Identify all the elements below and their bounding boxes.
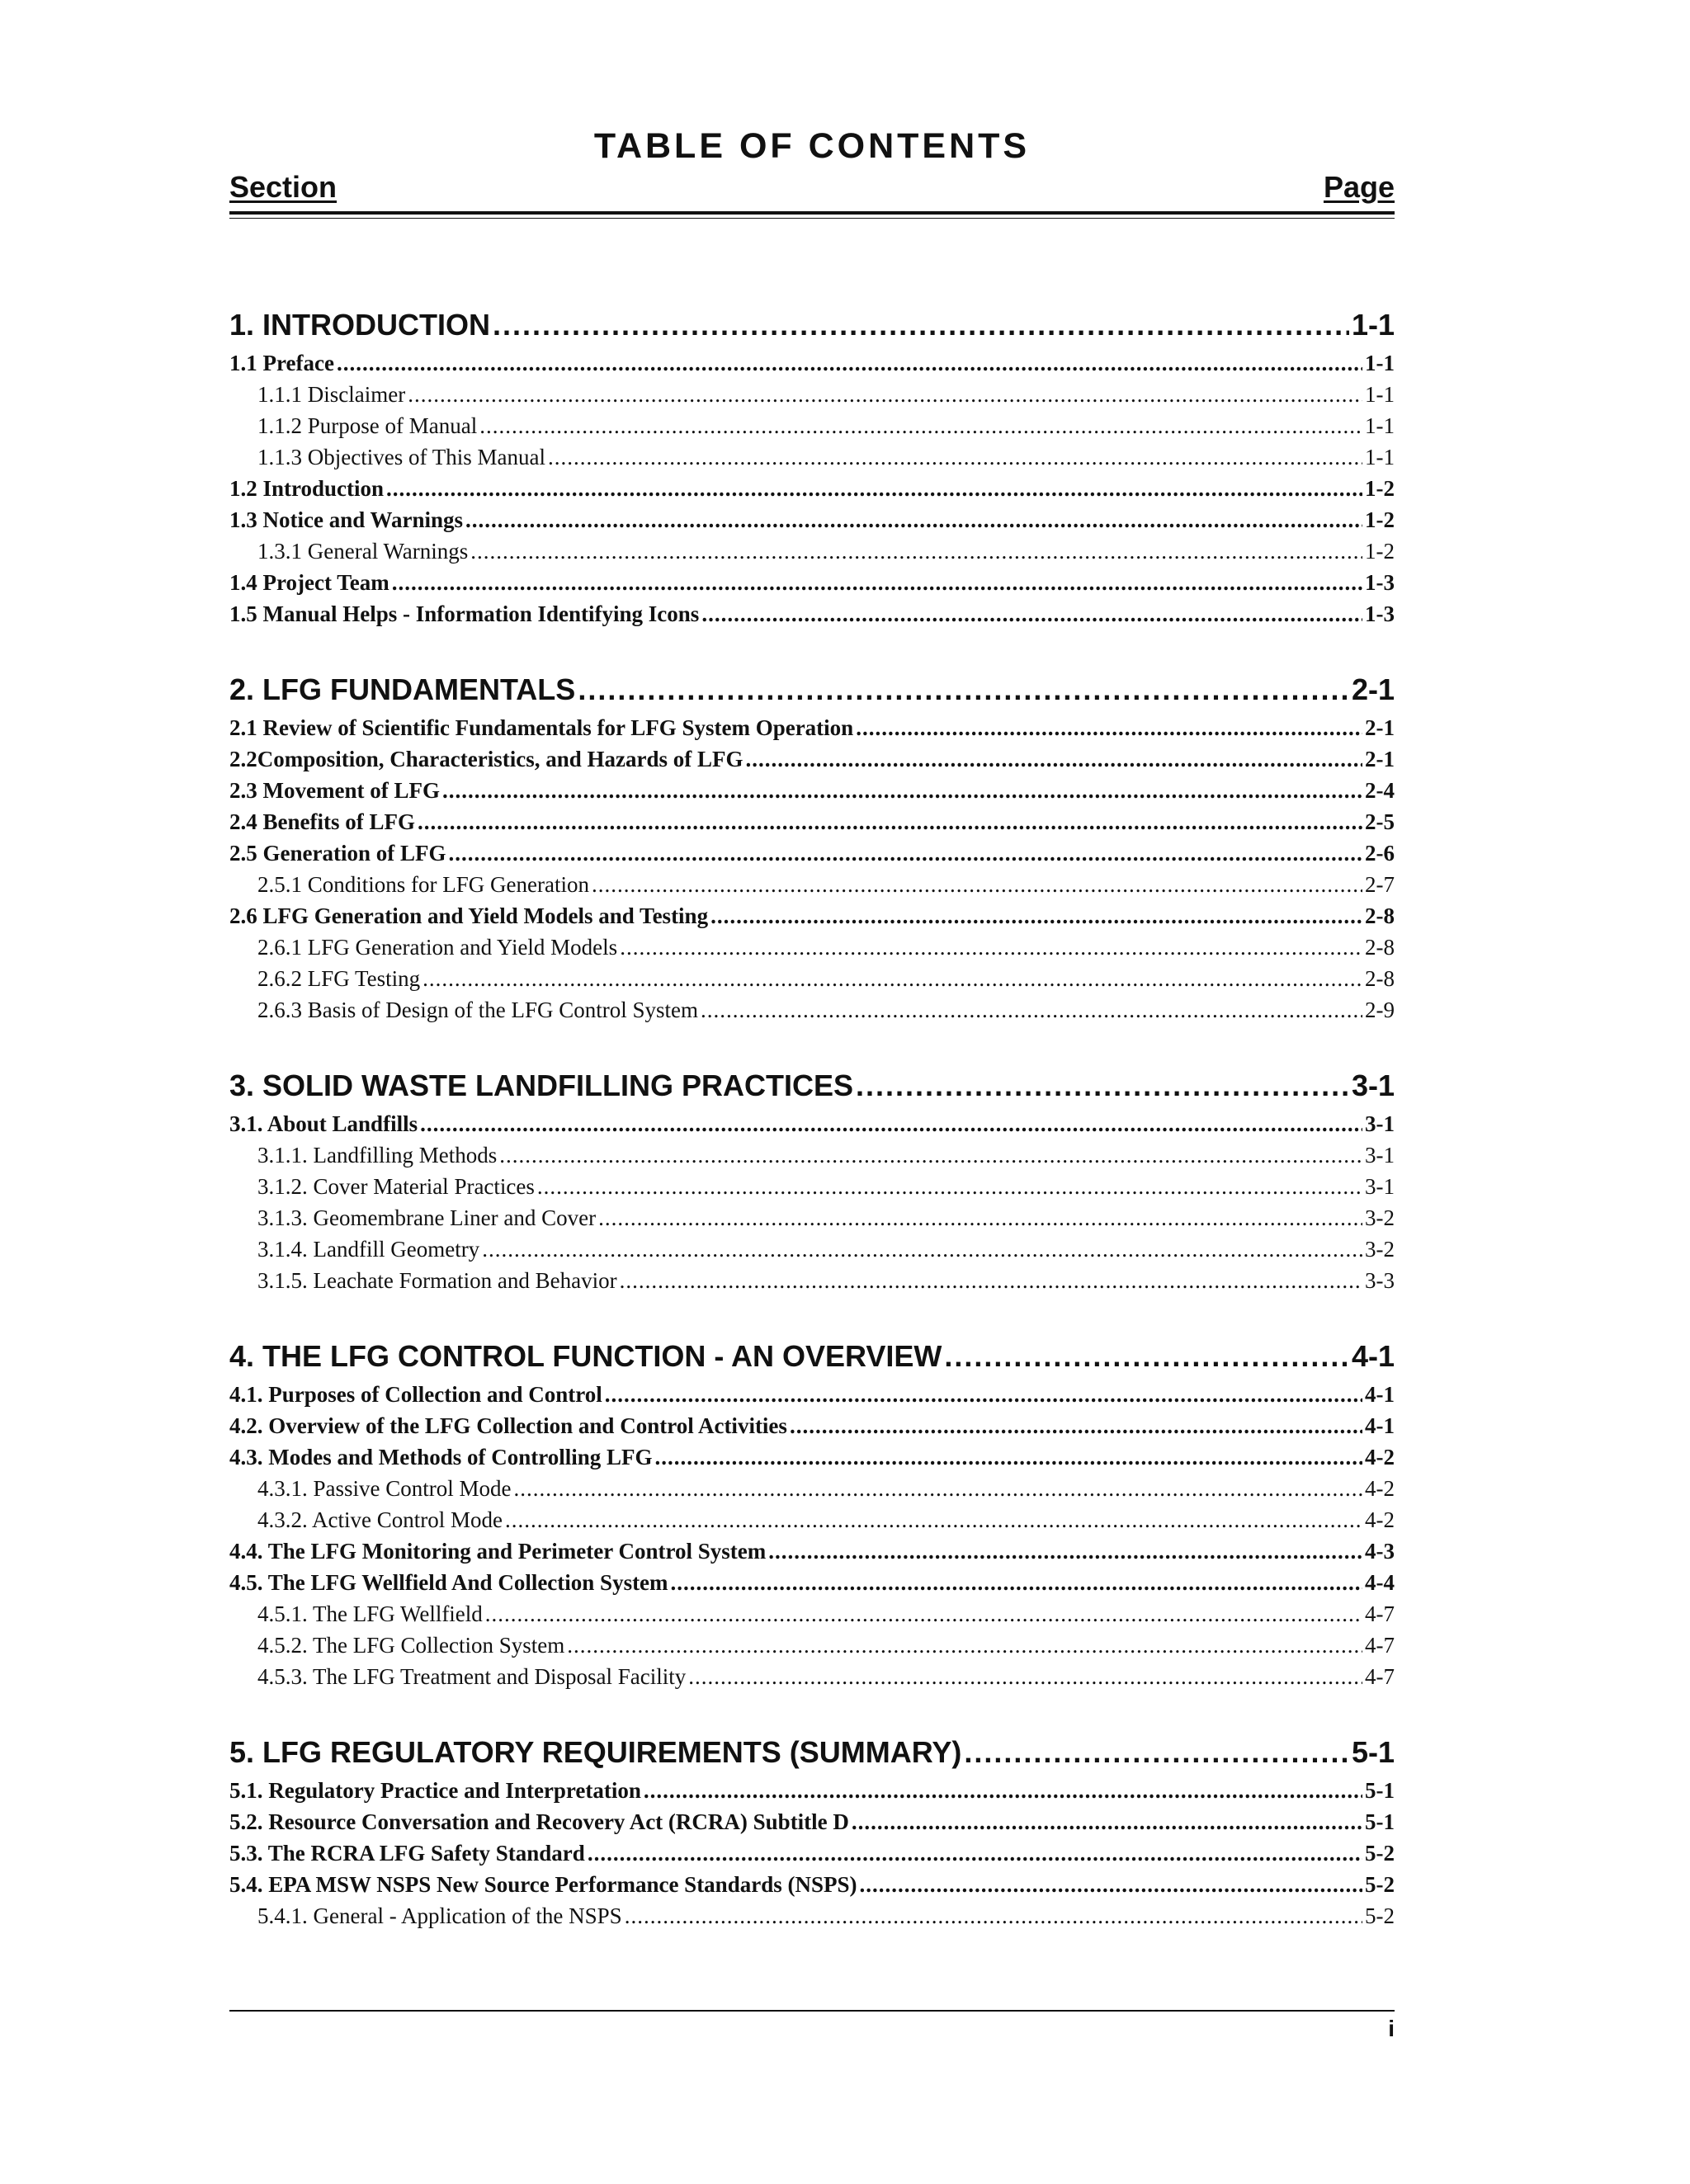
toc-entry-label: 2.5 Generation of LFG	[229, 841, 446, 866]
toc-entry-label: 4.1. Purposes of Collection and Control	[229, 1382, 602, 1407]
toc-subsection-entry[interactable]	[229, 837, 1395, 869]
toc-entry-label: 3.1.3. Geomembrane Liner and Cover	[257, 1205, 597, 1230]
toc-subsubsection-entry[interactable]	[229, 1598, 1395, 1630]
dot-leader	[485, 1598, 1362, 1630]
toc-entry-label: 4.3.2. Active Control Mode	[257, 1507, 503, 1532]
toc-entry-page: 1-1	[1351, 308, 1395, 342]
toc-entry-label: 3.1.1. Landfilling Methods	[257, 1143, 498, 1167]
dot-leader	[745, 743, 1362, 775]
toc-entry-label: 1.1.1 Disclaimer	[257, 382, 406, 407]
toc-subsection-entry[interactable]	[229, 775, 1395, 806]
toc-entry-label: 2.6.2 LFG Testing	[257, 966, 421, 991]
toc-entry-label: 5.4.1. General - Application of the NSPS	[257, 1903, 622, 1928]
dot-leader	[592, 869, 1362, 900]
toc-subsection-entry[interactable]	[229, 712, 1395, 743]
toc-subsubsection-entry[interactable]	[229, 410, 1395, 441]
toc-subsubsection-entry[interactable]	[229, 1265, 1395, 1296]
toc-entry-label: 4.5. The LFG Wellfield And Collection System	[229, 1570, 668, 1595]
toc-subsection-entry[interactable]	[229, 900, 1395, 932]
dot-leader	[448, 837, 1362, 869]
dot-leader	[588, 1837, 1362, 1869]
toc-subsection-entry[interactable]	[229, 1806, 1395, 1837]
toc-entry-label: 1.4 Project Team	[229, 570, 389, 595]
dot-leader	[420, 1108, 1362, 1139]
toc-entry-page: 4-2	[1365, 1507, 1395, 1532]
toc-entry-label: 2. LFG FUNDAMENTALS	[229, 672, 576, 706]
toc-entry-label: 3.1.5. Leachate Formation and Behavior	[257, 1268, 617, 1293]
toc-entry-page: 3-1	[1365, 1111, 1395, 1136]
toc-entry-label: 4.5.2. The LFG Collection System	[257, 1633, 565, 1658]
toc-entry-page: 4-4	[1365, 1570, 1395, 1595]
dot-leader	[493, 304, 1349, 346]
toc-entry-page: 3-1	[1351, 1068, 1395, 1102]
dot-leader	[386, 473, 1362, 504]
toc-chapter-heading[interactable]	[229, 1065, 1395, 1106]
dot-leader	[655, 1441, 1362, 1473]
dot-leader	[620, 932, 1362, 963]
dot-leader	[944, 1336, 1349, 1377]
toc-entry-label: 4.5.3. The LFG Treatment and Disposal Facility	[257, 1664, 687, 1689]
toc-entry-label: 3.1.2. Cover Material Practices	[257, 1174, 535, 1199]
toc-entry-label: 2.1 Review of Scientific Fundamentals for LFG System Operation	[229, 715, 854, 740]
toc-entry-page: 3-2	[1365, 1205, 1395, 1230]
toc-subsection-entry[interactable]	[229, 1837, 1395, 1869]
toc-entry-label: 5.3. The RCRA LFG Safety Standard	[229, 1841, 585, 1866]
toc-entry-page: 1-1	[1365, 382, 1395, 407]
toc-entry-label: 2.5.1 Conditions for LFG Generation	[257, 872, 589, 897]
toc-subsubsection-entry[interactable]	[229, 994, 1395, 1026]
toc-entry-page: 2-1	[1365, 715, 1395, 740]
toc-entry-page: 2-1	[1365, 747, 1395, 771]
section-column-label: Section	[229, 170, 338, 204]
dot-leader	[548, 441, 1362, 473]
column-header	[229, 168, 1395, 206]
toc-entry-label: 5.1. Regulatory Practice and Interpretation	[229, 1778, 641, 1803]
toc-entry-label: 4. THE LFG CONTROL FUNCTION - AN OVERVIEW	[229, 1339, 942, 1373]
toc-entry-page: 3-1	[1365, 1174, 1395, 1199]
page-number: i	[1388, 2016, 1395, 2041]
toc-entry-label: 4.3.1. Passive Control Mode	[257, 1476, 512, 1501]
toc-entry-page: 2-8	[1365, 966, 1395, 991]
toc-entry-page: 5-2	[1365, 1872, 1395, 1897]
dot-leader	[625, 1900, 1362, 1932]
toc-entry-label: 4.4. The LFG Monitoring and Perimeter Control System	[229, 1539, 767, 1564]
toc-subsection-entry[interactable]	[229, 1869, 1395, 1900]
toc-entry-label: 1.1.2 Purpose of Manual	[257, 413, 478, 438]
toc-entry-page: 4-7	[1365, 1601, 1395, 1626]
dot-leader	[578, 669, 1349, 710]
toc-entry-label: 2.6.1 LFG Generation and Yield Models	[257, 935, 618, 960]
dot-leader	[479, 410, 1362, 441]
toc-entry-page: 5-2	[1365, 1841, 1395, 1866]
toc-entry-page: 4-2	[1365, 1476, 1395, 1501]
dot-leader	[852, 1806, 1362, 1837]
dot-leader	[688, 1661, 1362, 1692]
dot-leader	[418, 806, 1362, 837]
toc-entry-page: 1-3	[1365, 601, 1395, 626]
toc-subsection-entry[interactable]	[229, 473, 1395, 504]
toc-chapter-heading[interactable]	[229, 1732, 1395, 1773]
toc-entry-page: 4-7	[1365, 1633, 1395, 1658]
dot-leader	[620, 1265, 1362, 1296]
toc-entry-page: 4-7	[1365, 1664, 1395, 1689]
toc-subsection-entry[interactable]	[229, 1441, 1395, 1473]
toc-chapter-heading[interactable]	[229, 669, 1395, 710]
dot-leader	[442, 775, 1362, 806]
dot-leader	[701, 598, 1362, 630]
toc-sections	[229, 304, 1395, 1932]
toc-entry-page: 2-4	[1365, 778, 1395, 803]
toc-page	[229, 124, 1395, 1971]
toc-subsection-entry[interactable]	[229, 347, 1395, 379]
toc-entry-page: 5-1	[1351, 1735, 1395, 1769]
toc-entry-page: 1-3	[1365, 570, 1395, 595]
toc-entry-label: 4.5.1. The LFG Wellfield	[257, 1601, 483, 1626]
toc-entry-page: 4-1	[1365, 1382, 1395, 1407]
toc-entry-label: 1.1 Preface	[229, 351, 334, 375]
toc-subsubsection-entry[interactable]	[229, 1171, 1395, 1202]
toc-subsubsection-entry[interactable]	[229, 1139, 1395, 1171]
toc-entry-page: 2-6	[1365, 841, 1395, 866]
toc-subsection-entry[interactable]	[229, 1379, 1395, 1410]
toc-section	[229, 1732, 1395, 1932]
toc-entry-label: 2.6 LFG Generation and Yield Models and Testing	[229, 903, 709, 928]
toc-entry-label: 4.2. Overview of the LFG Collection and Control Activities	[229, 1413, 787, 1438]
toc-entry-label: 5.4. EPA MSW NSPS New Source Performance Standards (NSPS)	[229, 1872, 857, 1897]
toc-entry-page: 2-5	[1365, 809, 1395, 834]
toc-entry-label: 5. LFG REGULATORY REQUIREMENTS (SUMMARY)	[229, 1735, 962, 1769]
page-title: TABLE OF CONTENTS	[593, 126, 1031, 166]
toc-subsubsection-entry[interactable]	[229, 1630, 1395, 1661]
toc-entry-label: 4.3. Modes and Methods of Controlling LFG	[229, 1445, 653, 1469]
dot-leader	[671, 1567, 1362, 1598]
toc-subsection-entry[interactable]	[229, 806, 1395, 837]
toc-entry-page: 2-8	[1365, 935, 1395, 960]
dot-leader	[768, 1535, 1362, 1567]
toc-section	[229, 1336, 1395, 1692]
dot-leader	[482, 1234, 1362, 1265]
dot-leader	[499, 1139, 1362, 1171]
dot-leader	[964, 1732, 1349, 1773]
toc-entry-page: 5-2	[1365, 1903, 1395, 1928]
dot-leader	[470, 535, 1362, 567]
toc-entry-page: 5-1	[1365, 1809, 1395, 1834]
toc-subsection-entry[interactable]	[229, 567, 1395, 598]
dot-leader	[856, 1065, 1349, 1106]
toc-section	[229, 1065, 1395, 1296]
toc-entry-label: 3. SOLID WASTE LANDFILLING PRACTICES	[229, 1068, 854, 1102]
toc-section	[229, 669, 1395, 1026]
toc-entry-page: 4-1	[1351, 1339, 1395, 1373]
toc-entry-label: 5.2. Resource Conversation and Recovery Act (RCRA) Subtitle D	[229, 1809, 849, 1834]
toc-entry-label: 3.1.4. Landfill Geometry	[257, 1237, 480, 1262]
dot-leader	[392, 567, 1362, 598]
toc-entry-page: 4-2	[1365, 1445, 1395, 1469]
toc-subsection-entry[interactable]	[229, 1410, 1395, 1441]
toc-subsection-entry[interactable]	[229, 1535, 1395, 1567]
toc-entry-page: 5-1	[1365, 1778, 1395, 1803]
toc-entry-page: 3-2	[1365, 1237, 1395, 1262]
dot-leader	[790, 1410, 1362, 1441]
header-divider	[229, 211, 1395, 219]
page-column-label: Page	[1323, 170, 1395, 204]
toc-subsubsection-entry[interactable]	[229, 869, 1395, 900]
toc-entry-label: 1.5 Manual Helps - Information Identifying Icons	[229, 601, 700, 626]
toc-subsubsection-entry[interactable]	[229, 379, 1395, 410]
toc-entry-label: 1.2 Introduction	[229, 476, 385, 501]
dot-leader	[408, 379, 1362, 410]
toc-section	[229, 304, 1395, 630]
dot-leader	[465, 504, 1362, 535]
toc-subsubsection-entry[interactable]	[229, 1234, 1395, 1265]
toc-chapter-heading[interactable]	[229, 304, 1395, 346]
toc-subsubsection-entry[interactable]	[229, 1900, 1395, 1932]
toc-subsection-entry[interactable]	[229, 1775, 1395, 1806]
toc-entry-page: 1-1	[1365, 445, 1395, 469]
toc-entry-page: 4-1	[1365, 1413, 1395, 1438]
toc-entry-label: 1.1.3 Objectives of This Manual	[257, 445, 545, 469]
toc-entry-page: 3-1	[1365, 1143, 1395, 1167]
dot-leader	[701, 994, 1362, 1026]
toc-entry-page: 2-7	[1365, 872, 1395, 897]
toc-subsection-entry[interactable]	[229, 743, 1395, 775]
dot-leader	[605, 1379, 1362, 1410]
toc-entry-page: 1-2	[1365, 476, 1395, 501]
toc-subsubsection-entry[interactable]	[229, 963, 1395, 994]
toc-entry-label: 2.3 Movement of LFG	[229, 778, 440, 803]
toc-subsubsection-entry[interactable]	[229, 1202, 1395, 1234]
dot-leader	[505, 1504, 1362, 1535]
toc-entry-page: 2-9	[1365, 998, 1395, 1022]
dot-leader	[422, 963, 1362, 994]
toc-subsubsection-entry[interactable]	[229, 1473, 1395, 1504]
toc-entry-page: 1-2	[1365, 507, 1395, 532]
dot-leader	[856, 712, 1362, 743]
dot-leader	[598, 1202, 1362, 1234]
dot-leader	[710, 900, 1362, 932]
toc-entry-page: 4-3	[1365, 1539, 1395, 1564]
toc-entry-label: 1.3.1 General Warnings	[257, 539, 469, 564]
toc-entry-label: 3.1. About Landfills	[229, 1111, 418, 1136]
toc-entry-label: 2.4 Benefits of LFG	[229, 809, 415, 834]
toc-entry-page: 1-1	[1365, 351, 1395, 375]
toc-entry-page: 2-8	[1365, 903, 1395, 928]
dot-leader	[337, 347, 1362, 379]
toc-subsubsection-entry[interactable]	[229, 1504, 1395, 1535]
dot-leader	[859, 1869, 1362, 1900]
toc-subsubsection-entry[interactable]	[229, 535, 1395, 567]
dot-leader	[567, 1630, 1362, 1661]
toc-entry-page: 3-3	[1365, 1268, 1395, 1293]
toc-subsection-entry[interactable]	[229, 1108, 1395, 1139]
toc-subsubsection-entry[interactable]	[229, 1661, 1395, 1692]
toc-subsubsection-entry[interactable]	[229, 932, 1395, 963]
toc-entry-label: 1. INTRODUCTION	[229, 308, 491, 342]
toc-chapter-heading[interactable]	[229, 1336, 1395, 1377]
toc-subsection-entry[interactable]	[229, 598, 1395, 630]
toc-entry-label: 1.3 Notice and Warnings	[229, 507, 464, 532]
dot-leader	[644, 1775, 1362, 1806]
toc-subsection-entry[interactable]	[229, 1567, 1395, 1598]
dot-leader	[514, 1473, 1363, 1504]
toc-entry-label: 2.6.3 Basis of Design of the LFG Control System	[257, 998, 698, 1022]
toc-entry-page: 1-1	[1365, 413, 1395, 438]
toc-entry-label: 2.2Composition, Characteristics, and Hazards of LFG	[229, 747, 744, 771]
toc-subsubsection-entry[interactable]	[229, 441, 1395, 473]
toc-subsection-entry[interactable]	[229, 504, 1395, 535]
toc-entry-page: 2-1	[1351, 672, 1395, 706]
toc-entry-page: 1-2	[1365, 539, 1395, 564]
dot-leader	[537, 1171, 1362, 1202]
footer-divider	[229, 2010, 1395, 2012]
